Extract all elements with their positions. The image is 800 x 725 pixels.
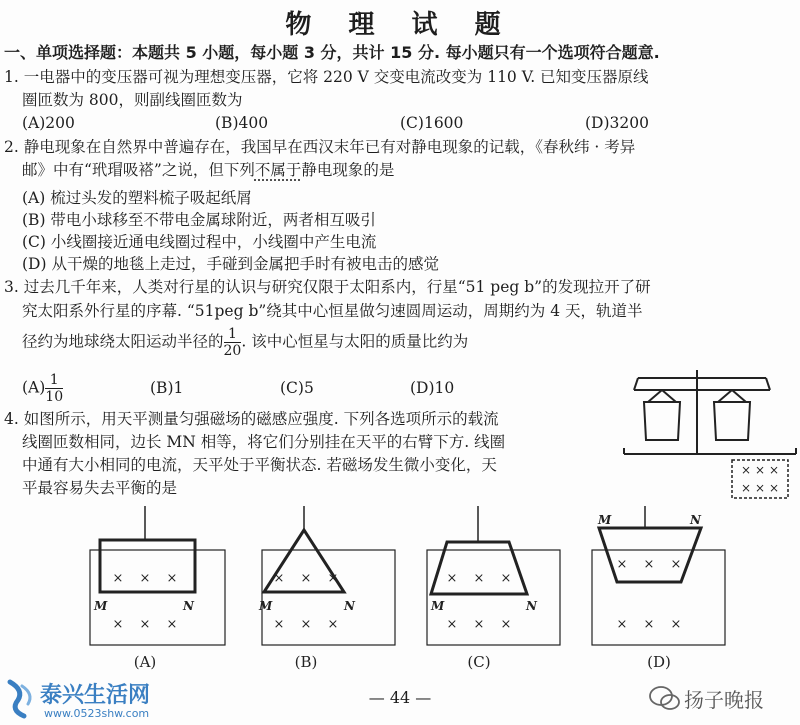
q1-line1: 1. 一电器中的变压器可视为理想变压器，它将 220 V 交变电流改变为 110 V. 已知变压器原线 bbox=[4, 68, 649, 86]
label-m: M bbox=[259, 599, 273, 613]
field-mark: × bbox=[112, 617, 124, 632]
label-n: N bbox=[183, 599, 194, 613]
q3-line3-a: 径约为地球绕太阳运动半径的 bbox=[22, 332, 224, 351]
q2-line1: 2. 静电现象在自然界中普遍存在，我国早在西汉末年已有对静电现象的记载，《春秋纬 · 考异 bbox=[4, 138, 636, 156]
q3-option-a-label: (A) bbox=[22, 378, 46, 397]
balance-field-mark: × bbox=[740, 463, 752, 477]
q3-option-c: (C)5 bbox=[280, 379, 314, 397]
field-mark: × bbox=[670, 617, 682, 632]
field-mark: × bbox=[643, 617, 655, 632]
coil-diagrams bbox=[0, 500, 800, 680]
diagram-label-c: (C) bbox=[467, 653, 491, 671]
q3-line3 bbox=[22, 326, 468, 359]
field-mark: × bbox=[139, 617, 151, 632]
site-logo-url: www.0523shw.com bbox=[44, 707, 150, 720]
q2-line2-a: 邮》中有“玳瑁吸褡”之说，但下列 bbox=[22, 161, 255, 179]
q4-line1: 4. 如图所示，用天平测量匀强磁场的磁感应强度. 下列各选项所示的载流 bbox=[4, 410, 499, 428]
q4-line3: 中通有大小相同的电流，天平处于平衡状态. 若磁场发生微小变化，天 bbox=[22, 456, 497, 474]
balance-field-mark: × bbox=[768, 463, 780, 477]
label-n: N bbox=[690, 513, 701, 527]
label-n: N bbox=[526, 599, 537, 613]
field-mark: × bbox=[500, 571, 512, 586]
q3-option-b: (B)1 bbox=[150, 379, 184, 397]
q3-line2: 究太阳系外行星的序幕. “51peg b”绕其中心恒星做匀速圆周运动，周期约为 4 天，轨道半 bbox=[22, 302, 643, 320]
q3-option-a-den: 10 bbox=[45, 389, 64, 405]
site-logo-text: 泰兴生活网 bbox=[40, 683, 151, 708]
field-mark: × bbox=[473, 571, 485, 586]
q3-line3-b: . 该中心恒星与太阳的质量比约为 bbox=[241, 332, 469, 351]
balance-figure bbox=[620, 362, 798, 502]
label-n: N bbox=[344, 599, 355, 613]
label-m: M bbox=[598, 513, 612, 527]
q2-option-d: (D) 从干燥的地毯上走过，手碰到金属把手时有被电击的感觉 bbox=[22, 255, 439, 273]
site-logo-icon bbox=[4, 678, 38, 720]
q3-fraction-den: 20 bbox=[223, 343, 242, 359]
page-title: 物 理 试 题 bbox=[285, 10, 515, 40]
field-mark: × bbox=[446, 617, 458, 632]
field-mark: × bbox=[643, 557, 655, 572]
field-mark: × bbox=[616, 557, 628, 572]
field-mark: × bbox=[473, 617, 485, 632]
q1-option-a: (A)200 bbox=[22, 114, 75, 132]
q1-line2: 圈匝数为 800，则副线圈匝数为 bbox=[22, 91, 243, 109]
q4-line4: 平最容易失去平衡的是 bbox=[22, 479, 178, 497]
q3-option-d: (D)10 bbox=[410, 379, 455, 397]
field-mark: × bbox=[273, 617, 285, 632]
newspaper-logo-text: 扬子晚报 bbox=[684, 688, 764, 712]
diagram-label-d: (D) bbox=[647, 653, 671, 671]
field-mark: × bbox=[670, 557, 682, 572]
q3-fraction-num: 1 bbox=[224, 326, 242, 343]
field-mark: × bbox=[446, 571, 458, 586]
q4-line2: 线圈匝数相同，边长 MN 相等，将它们分别挂在天平的右臂下方. 线圈 bbox=[22, 433, 506, 451]
q3-fraction bbox=[224, 326, 242, 359]
q2-option-a: (A) 梳过头发的塑料梳子吸起纸屑 bbox=[22, 189, 252, 207]
q1-option-d: (D)3200 bbox=[585, 114, 649, 132]
field-mark: × bbox=[500, 617, 512, 632]
field-mark: × bbox=[300, 617, 312, 632]
diagram-d bbox=[592, 506, 725, 645]
page-number: — 44 — bbox=[368, 688, 432, 707]
q2-option-b: (B) 带电小球移至不带电金属球附近，两者相互吸引 bbox=[22, 211, 376, 229]
field-mark: × bbox=[139, 571, 151, 586]
q2-emphasis: 不属于 bbox=[254, 161, 302, 179]
q2-option-c: (C) 小线圈接近通电线圈过程中，小线圈中产生电流 bbox=[22, 233, 377, 251]
field-mark: × bbox=[273, 571, 285, 586]
field-mark: × bbox=[166, 571, 178, 586]
q1-option-b: (B)400 bbox=[215, 114, 269, 132]
field-mark: × bbox=[166, 617, 178, 632]
q2-line2 bbox=[22, 159, 394, 181]
q3-line1: 3. 过去几千年来，人类对行星的认识与研究仅限于太阳系内，行星“51 peg b”的发现拉开了研 bbox=[4, 278, 651, 296]
field-mark: × bbox=[112, 571, 124, 586]
field-mark: × bbox=[616, 617, 628, 632]
diagram-label-a: (A) bbox=[133, 653, 157, 671]
field-mark: × bbox=[327, 571, 339, 586]
balance-field-mark: × bbox=[754, 463, 766, 477]
diagram-label-b: (B) bbox=[294, 653, 318, 671]
balance-field-mark: × bbox=[768, 481, 780, 495]
q1-option-c: (C)1600 bbox=[400, 114, 464, 132]
label-m: M bbox=[94, 599, 108, 613]
q3-option-a-fraction bbox=[45, 372, 63, 405]
field-mark: × bbox=[327, 617, 339, 632]
section-header: 一、单项选择题：本题共 5 小题，每小题 3 分，共计 15 分. 每小题只有一个选项符合题意. bbox=[4, 43, 660, 62]
field-mark: × bbox=[300, 571, 312, 586]
balance-field-mark: × bbox=[754, 481, 766, 495]
q2-line2-b: 静电现象的是 bbox=[301, 161, 395, 179]
q3-option-a bbox=[22, 372, 63, 405]
q3-option-a-num: 1 bbox=[45, 372, 63, 389]
wechat-icon bbox=[648, 684, 682, 714]
balance-field-mark: × bbox=[740, 481, 752, 495]
diagram-a bbox=[90, 506, 225, 645]
label-m: M bbox=[431, 599, 445, 613]
